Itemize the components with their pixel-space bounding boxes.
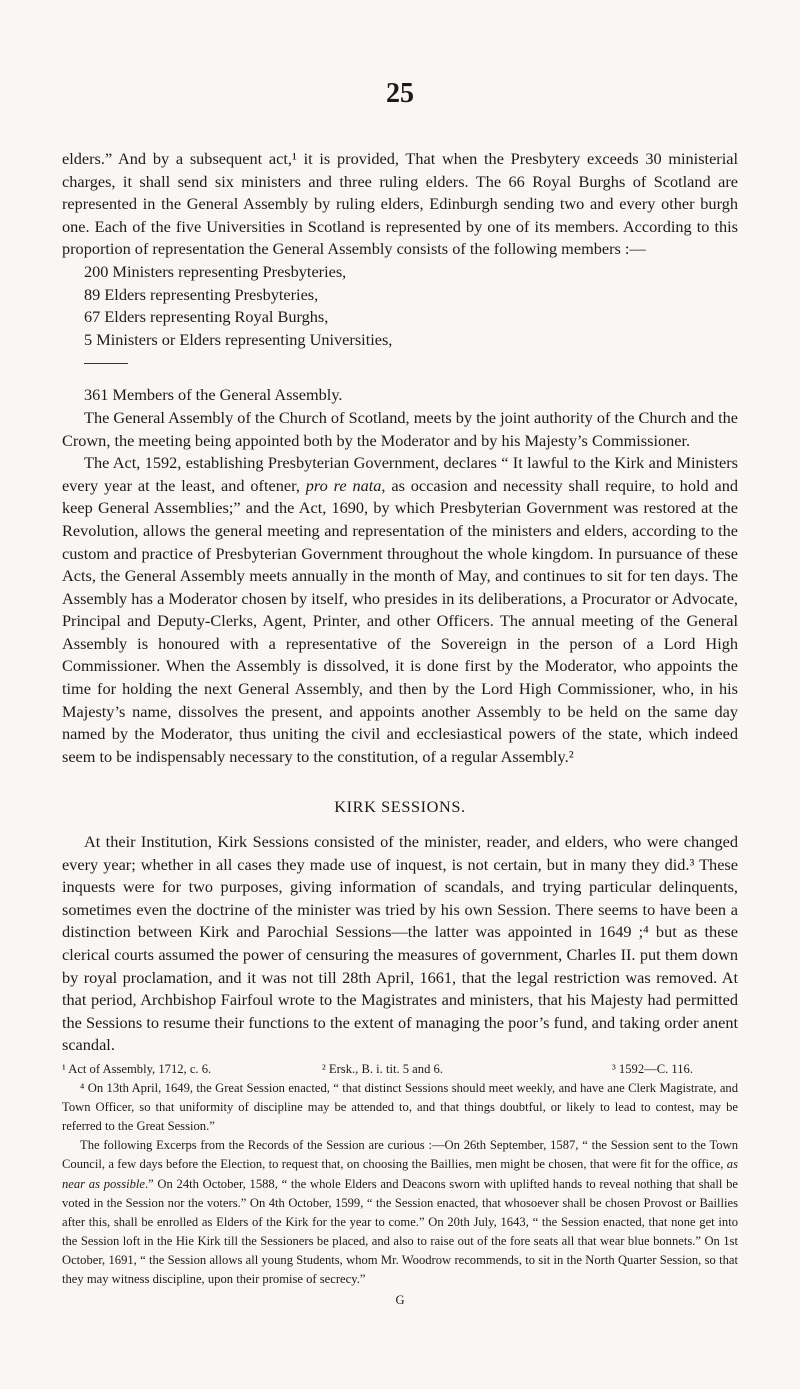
section-heading: KIRK SESSIONS. [334, 797, 466, 817]
members-total: 361 Members of the General Assembly. [84, 385, 343, 405]
paragraph-1: elders.” And by a subsequent act,¹ it is provided, That when the Presbytery exceeds 30 ministerial charges, it shall send six ministers and three ruling elders. The 66 Royal Burghs of Scotland are represented in the General Assembly by ruling elders, Edinburgh sending two and every other burgh one. Each of the five Universities in Scotland is represented by one of its members. According to this proportion of representation the General Assembly consists of the following members :— [62, 149, 738, 259]
members-list [62, 261, 738, 351]
paragraph-4: At their Institution, Kirk Sessions consisted of the minister, reader, and elders, who were changed every year; whether in all cases they made use of inquest, is not certain, but in many they did.³ These inquests were for two purposes, giving information of scandals, and trying particular delinquents, sometimes even the doctrine of the minister was tried by his own Session. There seems to have been a distinction between Kirk and Parochial Sessions—the latter was appointed in 1649 ;⁴ but as these clerical courts assumed the power of censuring the measures of government, Charles II. put them down by royal proclamation, and it was not till 28th April, 1661, that the legal restriction was removed. At that period, Archbishop Fairfoul wrote to the Magistrates and ministers, that his Majesty had permitted the Sessions to resume their functions to the extent of managing the poor’s fund, and taking order anent scandal. [62, 832, 738, 1055]
footnote-excerpts-part-a: The following Excerps from the Records of the Session are curious :—On 26th September, 1587, “ the Session sent to the Town Council, a few days before the Election, to request that, on choosing the Baillies, men might be chosen, that were fit for the office, [62, 1138, 738, 1172]
main-text [62, 148, 738, 1057]
page-number: 25 [386, 78, 414, 109]
footnote-excerpts-italic: as near as possible [62, 1157, 738, 1191]
list-item: 89 Elders representing Presbyteries, [84, 284, 319, 304]
list-item: 200 Ministers representing Presbyteries, [84, 261, 347, 281]
footnote-1: ¹ Act of Assembly, 1712, c. 6. [62, 1062, 212, 1076]
paragraph-2: The General Assembly of the Church of Scotland, meets by the joint authority of the Church and the Crown, the meeting being appointed both by the Moderator and by his Majesty’s Commissioner. [62, 407, 738, 450]
paragraph-3-part-b: , as occasion and necessity shall require, to hold and keep General Assemblies;” and the Act, 1690, by which Presbyterian Government was restored at the Revolution, allows the general meeting and representation of the ministers and elders, according to the custom and practice of Presbyterian Government throughout the whole kingdom. In pursuance of these Acts, the General Assembly meets annually in the month of May, and continues to sit for ten days. The Assembly has a Moderator chosen by itself, who presides in its deliberations, a Procurator or Advocate, Principal and Deputy-Clerks, Agent, Printer, and other Officers. The annual meeting of the General Assembly is honoured with a representative of the Sovereign in the person of a Lord High Commissioner. When the Assembly is dissolved, it is done first by the Moderator, who appoints the time for holding the next General Assembly, and then by the Lord High Commissioner, who, in his Majesty’s name, dissolves the present, and appoints another Assembly to be held on the same day named by the Moderator, thus uniting the civil and ecclesiastical powers of the state, which indeed seem to be indispensably necessary to the constitution, of a regular Assembly.² [62, 475, 738, 766]
sum-rule [84, 363, 128, 364]
paragraph-3-latin: pro re nata [305, 475, 382, 495]
paragraph-3-part-a: The Act, 1592, establishing Presbyterian Government, declares “ It lawful to the Kirk and Ministers every year at the least, and oftener, [62, 453, 738, 495]
footnotes [62, 1060, 738, 1310]
list-item: 5 Ministers or Elders representing Universities, [84, 329, 393, 349]
paragraph-3 [62, 452, 738, 768]
footnote-row [62, 1060, 738, 1079]
footnote-2: ² Ersk., B. i. tit. 5 and 6. [322, 1062, 443, 1076]
footnote-4: ⁴ On 13th April, 1649, the Great Session enacted, “ that distinct Sessions should meet weekly, and have ane Clerk Magistrate, and Town Officer, so that uniformity of discipline may be attended to, and that things doubtful, or likely to lead to contest, may be referred to the Great Session.” [62, 1081, 738, 1134]
footnote-3: ³ 1592—C. 116. [612, 1062, 693, 1076]
signature-mark: G [395, 1293, 405, 1308]
footnote-excerpts-part-b: .” On 24th October, 1588, “ the whole Elders and Deacons sworn with uplifted hands to reveal nothing that shall be voted in the Session nor the voters.” On 4th October, 1599, “ the Session enacted, that whosoever shall be chosen Provost or Baillies after this, shall be enrolled as Elders of the Kirk for the year to come.” On 20th July, 1643, “ the Session enacted, that none get into the Session loft in the Hie Kirk till the Sessioners be placed, and also to raise out of the fore seats all that wear blue bonnets.” On 1st October, 1691, “ the Session allows all young Students, whom Mr. Woodrow recommends, to sit in the North Quarter Session, so that they may witness discipline, upon their promise of secrecy.” [62, 1176, 738, 1287]
list-item: 67 Elders representing Royal Burghs, [84, 307, 329, 327]
footnote-excerpts [62, 1136, 738, 1289]
